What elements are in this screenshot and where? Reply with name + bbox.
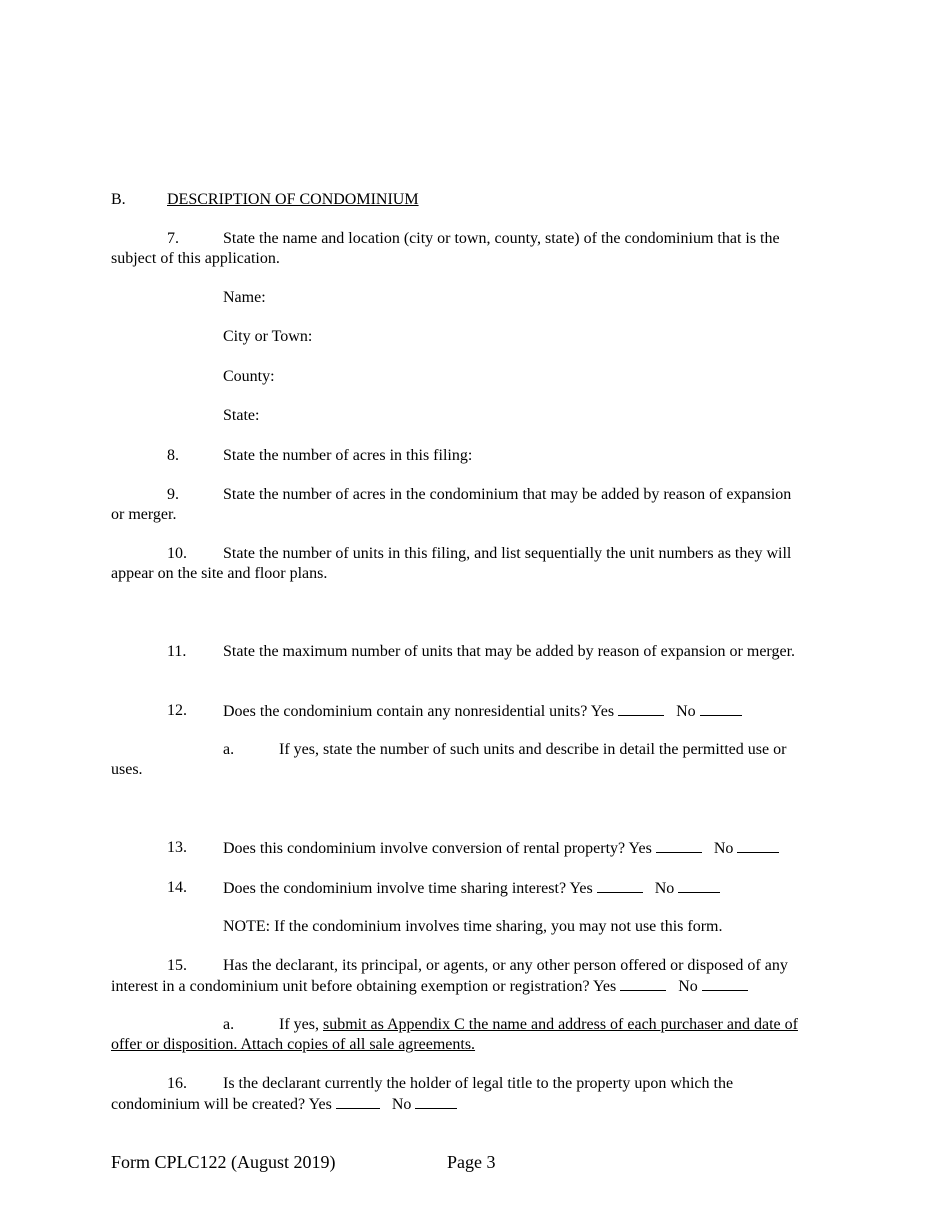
q16-no-label: No — [391, 1096, 412, 1113]
q13-yes-blank[interactable] — [656, 838, 702, 853]
q12-yes-blank[interactable] — [618, 701, 664, 716]
form-identifier: Form CPLC122 (August 2019) — [111, 1152, 336, 1172]
q12-no-label: No — [676, 703, 696, 720]
q13-no-blank[interactable] — [737, 838, 779, 853]
q16-text-line2: condominium will be created? Yes — [111, 1096, 332, 1113]
q8-number: 8. — [167, 447, 179, 464]
q12a-text-line2: uses. — [111, 761, 143, 778]
q15a-instruction-line2: offer or disposition. Attach copies of all sale agreements. — [111, 1036, 476, 1053]
q14-note: NOTE: If the condominium involves time sharing, you may not use this form. — [223, 918, 723, 935]
q15-text-line1: Has the declarant, its principal, or agents, or any other person offered or disposed of any — [223, 957, 788, 974]
q12a-text-line1: If yes, state the number of such units and describe in detail the permitted use or — [279, 741, 787, 758]
q12-no-blank[interactable] — [700, 701, 742, 716]
q16-question-line2 — [111, 1094, 457, 1115]
city-field-label: City or Town: — [223, 328, 313, 345]
q14-text: Does the condominium involve time sharing interest? Yes — [223, 880, 593, 897]
q15a-prefix: If yes, — [279, 1016, 319, 1033]
q14-no-blank[interactable] — [678, 878, 720, 893]
q13-text: Does this condominium involve conversion of rental property? Yes — [223, 840, 652, 857]
section-letter: B. — [111, 191, 126, 208]
q10-number: 10. — [167, 545, 187, 562]
county-field-label: County: — [223, 368, 275, 385]
q7-text-line1: State the name and location (city or town, county, state) of the condominium that is the — [223, 230, 780, 247]
q15a-letter: a. — [223, 1016, 235, 1033]
q12-number: 12. — [167, 702, 187, 719]
q15-no-blank[interactable] — [702, 976, 748, 991]
q12-text: Does the condominium contain any nonresidential units? Yes — [223, 703, 615, 720]
q15a-line1 — [279, 1015, 798, 1035]
q10-text-line2: appear on the site and floor plans. — [111, 565, 328, 582]
q15a-instruction-line1: submit as Appendix C the name and address of each purchaser and date of — [322, 1016, 798, 1033]
q11-text: State the maximum number of units that may be added by reason of expansion or merger. — [223, 643, 796, 660]
q16-text-line1: Is the declarant currently the holder of legal title to the property upon which the — [223, 1075, 734, 1092]
q15-text-line2: interest in a condominium unit before obtaining exemption or registration? Yes — [111, 978, 617, 995]
q9-text-line2: or merger. — [111, 506, 177, 523]
q11-number: 11. — [167, 643, 187, 660]
q15-no-label: No — [678, 978, 698, 995]
q7-number: 7. — [167, 230, 179, 247]
q14-yes-blank[interactable] — [597, 878, 643, 893]
q13-number: 13. — [167, 839, 187, 856]
q8-text: State the number of acres in this filing: — [223, 447, 473, 464]
q12-question — [223, 701, 742, 722]
q9-number: 9. — [167, 486, 179, 503]
state-field-label: State: — [223, 407, 260, 424]
q15-number: 15. — [167, 957, 187, 974]
q14-question — [223, 878, 720, 899]
q16-no-blank[interactable] — [415, 1094, 457, 1109]
q15-yes-blank[interactable] — [620, 976, 666, 991]
q14-number: 14. — [167, 879, 187, 896]
q13-question — [223, 838, 779, 859]
q15-question-line2 — [111, 976, 748, 997]
q7-text-line2: subject of this application. — [111, 250, 280, 267]
section-title: DESCRIPTION OF CONDOMINIUM — [167, 191, 419, 208]
q12a-letter: a. — [223, 741, 235, 758]
q9-text-line1: State the number of acres in the condominium that may be added by reason of expansion — [223, 486, 792, 503]
q13-no-label: No — [713, 840, 734, 857]
q10-text-line1: State the number of units in this filing, and list sequentially the unit numbers as they will — [223, 545, 792, 562]
q16-yes-blank[interactable] — [336, 1094, 380, 1109]
page-number: Page 3 — [447, 1152, 496, 1172]
name-field-label: Name: — [223, 289, 266, 306]
q16-number: 16. — [167, 1075, 187, 1092]
q14-no-label: No — [654, 880, 675, 897]
